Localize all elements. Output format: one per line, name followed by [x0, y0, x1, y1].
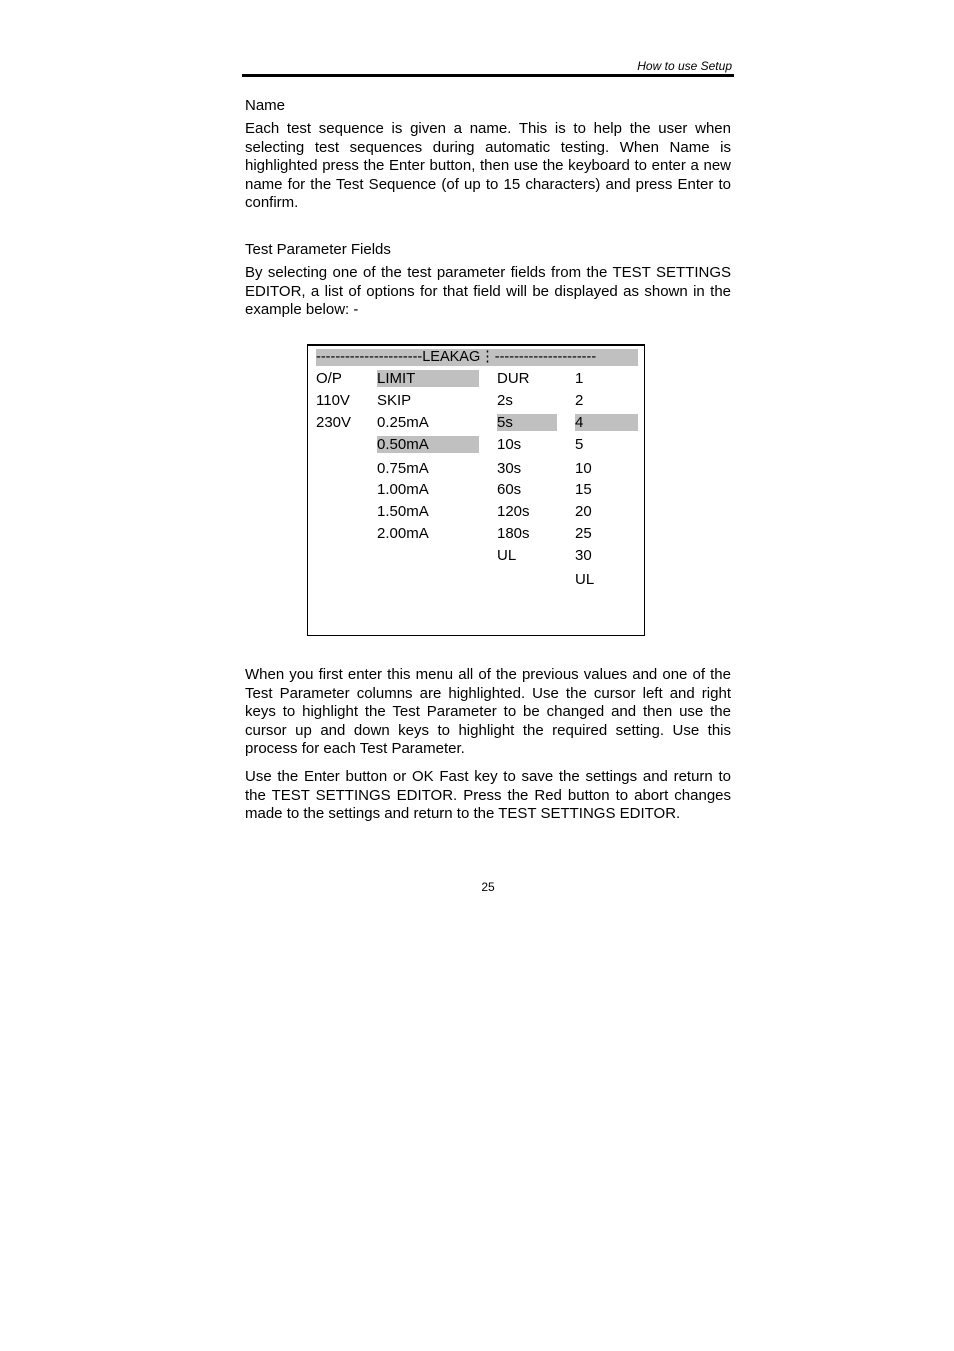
count-option[interactable]: 15: [575, 481, 592, 498]
dur-option[interactable]: 30s: [497, 460, 522, 477]
header-rule: [242, 74, 734, 77]
count-option[interactable]: 10: [575, 460, 592, 477]
fields-heading: Test Parameter Fields: [245, 241, 391, 258]
dur-option[interactable]: 2s: [497, 392, 513, 409]
count-option[interactable]: 20: [575, 503, 592, 520]
count-option[interactable]: 5: [575, 436, 584, 453]
count-option-selected[interactable]: 4: [575, 414, 638, 431]
limit-option[interactable]: 2.00mA: [377, 525, 429, 542]
limit-option[interactable]: 0.75mA: [377, 460, 429, 477]
dur-option[interactable]: UL: [497, 547, 517, 564]
op-option[interactable]: 110V: [316, 392, 350, 409]
count-option[interactable]: 30: [575, 547, 592, 564]
limit-header: LIMIT: [377, 370, 479, 387]
count-option[interactable]: 2: [575, 392, 584, 409]
dur-header: DUR: [497, 370, 530, 387]
count-header: 1: [575, 370, 584, 387]
fields-paragraph: By selecting one of the test parameter fields from the TEST SETTINGS EDITOR, a list of options for that field will be displayed as shown in the example below: -: [245, 264, 731, 318]
count-option[interactable]: UL: [575, 571, 595, 588]
page-number: 25: [481, 880, 495, 894]
name-paragraph: Each test sequence is given a name. This is to help the user when selecting test sequences during automatic testing. When Name is highlighted press the Enter button, then use the keyboard to enter a new name for the Test Sequence (of up to 15 characters) and press Enter to confirm.: [245, 120, 731, 211]
dur-option-selected[interactable]: 5s: [497, 414, 557, 431]
op-option[interactable]: 230V: [316, 414, 352, 431]
screen-title: ----------------------LEAKAG⋮---------------------: [316, 349, 638, 366]
instructions-paragraph-2: Use the Enter button or OK Fast key to save the settings and return to the TEST SETTINGS EDITOR. Press the Red button to abort changes made to the settings and return to the TEST SETTINGS EDITOR.: [245, 768, 731, 822]
limit-option-selected[interactable]: 0.50mA: [377, 436, 479, 453]
limit-option[interactable]: 1.00mA: [377, 481, 429, 498]
dur-option[interactable]: 10s: [497, 436, 522, 453]
running-header: How to use Setup: [637, 59, 732, 73]
instructions-paragraph-1: When you first enter this menu all of the previous values and one of the Test Parameter columns are highlighted. Use the cursor left and right keys to highlight the Test Parameter to be changed and then use the cursor up and down keys to highlight the required setting. Use this process for each Test Parameter.: [245, 666, 731, 757]
limit-option[interactable]: SKIP: [377, 392, 412, 409]
dur-option[interactable]: 60s: [497, 481, 522, 498]
count-option[interactable]: 25: [575, 525, 592, 542]
dur-option[interactable]: 120s: [497, 503, 530, 520]
name-heading: Name: [245, 97, 286, 114]
op-header: O/P: [316, 370, 342, 387]
leakage-options-screen: [307, 344, 645, 636]
limit-option[interactable]: 0.25mA: [377, 414, 429, 431]
limit-option[interactable]: 1.50mA: [377, 503, 429, 520]
dur-option[interactable]: 180s: [497, 525, 530, 542]
